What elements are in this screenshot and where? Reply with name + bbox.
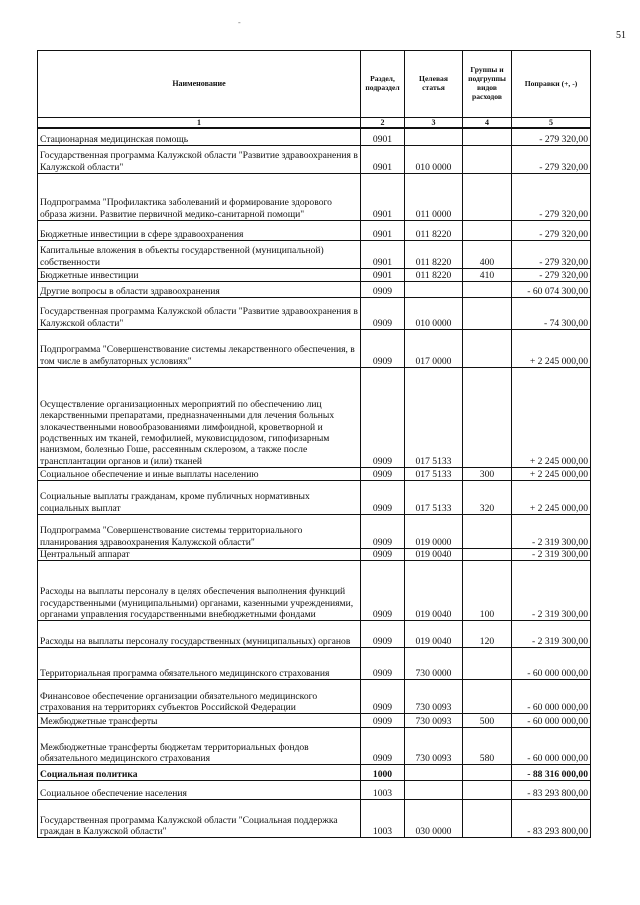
row-section: 0901	[361, 173, 405, 220]
row-group	[463, 128, 512, 145]
table-row	[38, 367, 591, 467]
row-value: - 279 320,00	[512, 128, 591, 145]
row-group	[463, 514, 512, 548]
table-row	[38, 128, 591, 145]
row-value: - 60 000 000,00	[512, 728, 591, 765]
table-row	[38, 728, 591, 765]
row-name: Другие вопросы в области здравоохранения	[38, 281, 361, 297]
row-value: - 88 316 000,00	[512, 765, 591, 781]
row-name: Государственная программа Калужской области "Социальная поддержка граждан в Калужской области"	[38, 800, 361, 838]
row-group	[463, 548, 512, 560]
row-article: 019 0040	[405, 621, 463, 648]
row-section: 1003	[361, 800, 405, 838]
row-group	[463, 145, 512, 173]
column-number: 1	[38, 118, 361, 129]
row-section: 0909	[361, 561, 405, 621]
table-row	[38, 514, 591, 548]
row-group	[463, 800, 512, 838]
row-article: 019 0040	[405, 548, 463, 560]
row-value: + 2 245 000,00	[512, 467, 591, 480]
column-number: 4	[463, 118, 512, 129]
row-name: Социальное обеспечение населения	[38, 781, 361, 800]
table-row	[38, 240, 591, 268]
row-name: Межбюджетные трансферты бюджетам территориальных фондов обязательного медицинского страхования	[38, 728, 361, 765]
table-header-row	[38, 51, 591, 118]
header-section: Раздел, подраздел	[361, 51, 405, 118]
column-number: 2	[361, 118, 405, 129]
row-article: 730 0093	[405, 714, 463, 728]
row-group: 320	[463, 480, 512, 514]
row-group	[463, 765, 512, 781]
row-value: - 279 320,00	[512, 145, 591, 173]
row-article	[405, 765, 463, 781]
row-section: 0901	[361, 240, 405, 268]
row-name: Государственная программа Калужской области "Развитие здравоохранения в Калужской области"	[38, 297, 361, 329]
row-article: 010 0000	[405, 145, 463, 173]
row-section: 0909	[361, 367, 405, 467]
row-article: 730 0093	[405, 728, 463, 765]
row-name: Социальная политика	[38, 765, 361, 781]
row-article	[405, 128, 463, 145]
row-section: 0901	[361, 128, 405, 145]
row-section: 0909	[361, 480, 405, 514]
header-name: Наименование	[38, 51, 361, 118]
table-row	[38, 765, 591, 781]
row-name: Государственная программа Калужской области "Развитие здравоохранения в Калужской области"	[38, 145, 361, 173]
row-name: Финансовое обеспечение организации обязательного медицинского страхования на территориях субъектов Российской Федерации	[38, 680, 361, 714]
row-value: - 2 319 300,00	[512, 514, 591, 548]
column-number: 3	[405, 118, 463, 129]
row-name: Бюджетные инвестиции	[38, 268, 361, 281]
header-group: Группы и подгруппы видов расходов	[463, 51, 512, 118]
table-row	[38, 714, 591, 728]
row-article: 011 8220	[405, 220, 463, 240]
table-row	[38, 680, 591, 714]
row-group: 400	[463, 240, 512, 268]
row-section: 0909	[361, 329, 405, 367]
row-name: Социальные выплаты гражданам, кроме публичных нормативных социальных выплат	[38, 480, 361, 514]
row-article: 017 5133	[405, 367, 463, 467]
row-article: 030 0000	[405, 800, 463, 838]
scan-speck: -	[238, 18, 241, 27]
row-article	[405, 781, 463, 800]
row-value: + 2 245 000,00	[512, 329, 591, 367]
row-group	[463, 173, 512, 220]
table-row	[38, 281, 591, 297]
table-row	[38, 621, 591, 648]
page-number: 51	[616, 30, 626, 41]
table-row	[38, 561, 591, 621]
row-name: Подпрограмма "Профилактика заболеваний и формирование здорового образа жизни. Развитие первичной медико-санитарной помощи"	[38, 173, 361, 220]
row-section: 0901	[361, 145, 405, 173]
row-value: + 2 245 000,00	[512, 367, 591, 467]
table-row	[38, 648, 591, 680]
row-value: - 279 320,00	[512, 268, 591, 281]
row-name: Бюджетные инвестиции в сфере здравоохранения	[38, 220, 361, 240]
row-article: 730 0000	[405, 648, 463, 680]
row-article: 017 5133	[405, 467, 463, 480]
row-value: - 2 319 300,00	[512, 621, 591, 648]
row-value: - 60 000 000,00	[512, 680, 591, 714]
row-group: 100	[463, 561, 512, 621]
row-article: 017 0000	[405, 329, 463, 367]
row-value: - 2 319 300,00	[512, 548, 591, 560]
row-article: 011 0000	[405, 173, 463, 220]
row-name: Осуществление организационных мероприятий по обеспечению лиц лекарственными препаратами, предназначенными для лечения больных злокачественными новообразованиями лимфоидной, кроветворной и родственных им тканей, гемофилией, муковисцидозом, гипофизарным нанизмом, болезнью Гоше, рассеянным склерозом, а также после трансплантации органов и (или) тканей	[38, 367, 361, 467]
row-name: Стационарная медицинская помощь	[38, 128, 361, 145]
row-value: + 2 245 000,00	[512, 480, 591, 514]
row-article: 010 0000	[405, 297, 463, 329]
row-value: - 74 300,00	[512, 297, 591, 329]
row-group: 120	[463, 621, 512, 648]
table-row	[38, 548, 591, 560]
row-name: Подпрограмма "Совершенствование системы лекарственного обеспечения, в том числе в амбулаторных условиях"	[38, 329, 361, 367]
row-name: Расходы на выплаты персоналу государственных (муниципальных) органов	[38, 621, 361, 648]
row-value: - 279 320,00	[512, 173, 591, 220]
row-article: 011 8220	[405, 268, 463, 281]
row-section: 0909	[361, 648, 405, 680]
row-section: 0901	[361, 220, 405, 240]
row-value: - 60 074 300,00	[512, 281, 591, 297]
row-group	[463, 680, 512, 714]
row-value: - 279 320,00	[512, 220, 591, 240]
row-value: - 279 320,00	[512, 240, 591, 268]
column-number: 5	[512, 118, 591, 129]
row-group	[463, 648, 512, 680]
row-name: Подпрограмма "Совершенствование системы территориального планирования здравоохранения Калужской области"	[38, 514, 361, 548]
row-group	[463, 220, 512, 240]
row-article	[405, 281, 463, 297]
row-value: - 60 000 000,00	[512, 648, 591, 680]
table-row	[38, 145, 591, 173]
row-section: 0909	[361, 714, 405, 728]
row-section: 1000	[361, 765, 405, 781]
row-group	[463, 297, 512, 329]
row-section: 0909	[361, 548, 405, 560]
row-section: 0909	[361, 680, 405, 714]
table-row	[38, 173, 591, 220]
row-article: 019 0000	[405, 514, 463, 548]
row-name: Расходы на выплаты персоналу в целях обеспечения выполнения функций государственными (муниципальными) органами, казенными учреждениями, органами управления государственными внебюджетными фондами	[38, 561, 361, 621]
row-section: 1003	[361, 781, 405, 800]
row-name: Социальное обеспечение и иные выплаты населению	[38, 467, 361, 480]
row-group: 410	[463, 268, 512, 281]
row-article: 730 0093	[405, 680, 463, 714]
row-value: - 2 319 300,00	[512, 561, 591, 621]
row-group	[463, 781, 512, 800]
row-name: Межбюджетные трансферты	[38, 714, 361, 728]
row-name: Территориальная программа обязательного медицинского страхования	[38, 648, 361, 680]
row-name: Капитальные вложения в объекты государственной (муниципальной) собственности	[38, 240, 361, 268]
row-section: 0909	[361, 728, 405, 765]
row-group	[463, 367, 512, 467]
row-value: - 60 000 000,00	[512, 714, 591, 728]
row-section: 0909	[361, 281, 405, 297]
row-section: 0901	[361, 268, 405, 281]
row-group	[463, 281, 512, 297]
table-row	[38, 781, 591, 800]
row-section: 0909	[361, 467, 405, 480]
row-group	[463, 329, 512, 367]
row-name: Центральный аппарат	[38, 548, 361, 560]
table-row	[38, 297, 591, 329]
row-section: 0909	[361, 297, 405, 329]
table-row	[38, 480, 591, 514]
row-article: 017 5133	[405, 480, 463, 514]
header-article: Целевая статья	[405, 51, 463, 118]
table-row	[38, 220, 591, 240]
row-group: 300	[463, 467, 512, 480]
header-amendment: Поправки (+, -)	[512, 51, 591, 118]
column-number-row	[38, 118, 591, 129]
row-value: - 83 293 800,00	[512, 800, 591, 838]
table-row	[38, 467, 591, 480]
table-row	[38, 268, 591, 281]
row-group: 580	[463, 728, 512, 765]
row-section: 0909	[361, 621, 405, 648]
table-row	[38, 329, 591, 367]
row-section: 0909	[361, 514, 405, 548]
row-value: - 83 293 800,00	[512, 781, 591, 800]
row-article: 019 0040	[405, 561, 463, 621]
table-row	[38, 800, 591, 838]
row-article: 011 8220	[405, 240, 463, 268]
budget-amendments-table	[37, 50, 591, 838]
row-group: 500	[463, 714, 512, 728]
